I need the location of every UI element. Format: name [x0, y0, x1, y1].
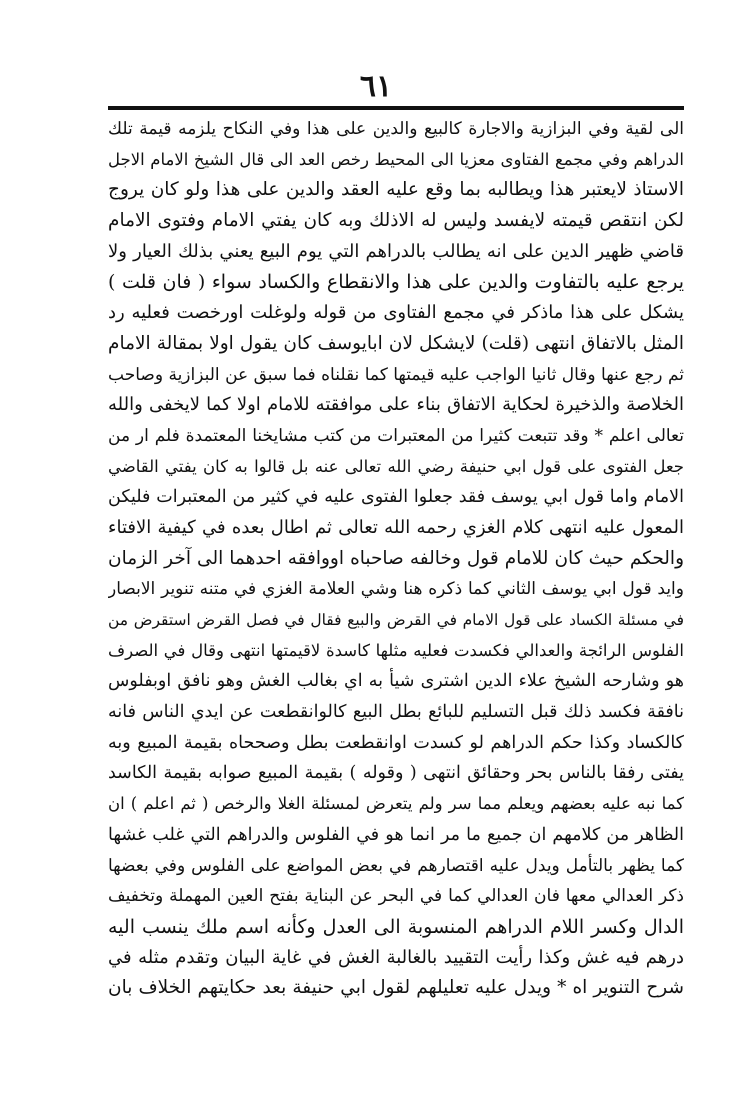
text-line-12: جعل الفتوى على قول ابي حنيفة رضي الله تعالى عنه بل قالوا به كان يفتي القاضي [108, 456, 684, 476]
text-line-28: درهم فيه غش وكذا رأيت التقييد بالغالبة الغش في غاية البيان وتقدم مثله في [108, 946, 684, 968]
text-line-24: الظاهر من كلامهم ان جميع ما مر انما هو في الفلوس والدراهم التي غلب غشها [108, 824, 684, 845]
text-line-18: الفلوس الرائجة والعدالي فكسدت فعليه مثلها كاسدة لاقيمتها انتهى وقال في الصرف [108, 640, 684, 660]
text-line-20: نافقة فكسد ذلك قبل التسليم للبائع بطل البيع كالوانقطعت عن ايدي الناس فانه [108, 702, 684, 723]
text-line-13: الامام واما قول ابي يوسف فقد جعلوا الفتوى عليه في كثير من المعتبرات فليكن [108, 487, 684, 508]
header-rule [108, 106, 684, 110]
text-line-5: قاضي ظهير الدين على انه يطالب بالدراهم التي يوم البيع يعني بذلك العيار ولا [108, 240, 684, 262]
text-line-10: الخلاصة والذخيرة لحكاية الاتفاق بناء على موافقته للامام اولا كما لايخفى والله [108, 394, 684, 416]
text-line-8: المثل بالاتفاق انتهى (قلت) لايشكل لان ابايوسف كان يقول اولا بمقالة الامام [108, 332, 684, 354]
text-line-3: الاستاذ لايعتبر هذا ويطالبه بما وقع عليه العقد والدين على هذا ولو كان يروج [108, 179, 684, 201]
text-line-19: هو وشارحه الشيخ علاء الدين اشترى شيأ به اي بغالب الغش وهو نافق اوبفلوس [108, 671, 684, 692]
text-line-15: والحكم حيث كان للامام قول وخالفه صاحباه اووافقه احدهما الى آخر الزمان [108, 547, 684, 569]
text-line-14: المعول عليه انتهى كلام الغزي رحمه الله تعالى ثم اطال بعده في كيفية الافتاء [108, 516, 684, 538]
text-line-2: الدراهم وفي مجمع الفتاوى معزيا الى المحيط رخص العد الى قال الشيخ الامام الاجل [108, 149, 684, 169]
text-line-29: شرح التنوير اه * ويدل عليه تعليلهم لقول ابي حنيفة بعد حكايتهم الخلاف بان [108, 977, 684, 999]
text-line-7: يشكل على هذا ماذكر في مجمع الفتاوى من قوله ولوغلت اورخصت فعليه رد [108, 302, 684, 324]
text-line-22: يفتى رفقا بالناس بحر وحقائق انتهى ( وقوله ) بقيمة المبيع صوابه بقيمة الكاسد [108, 763, 684, 784]
text-line-17: في مسئلة الكساد على قول الامام في القرض والبيع فقال في فصل القرض استقرض من [108, 611, 684, 629]
text-line-9: ثم رجع عنها وقال ثانيا الواجب عليه قيمتها كما نقلناه فما سبق عن البزازية وصاحب [108, 364, 684, 385]
text-line-27: الدال وكسر اللام الدراهم المنسوبة الى العدل وكأنه اسم ملك ينسب اليه [108, 915, 684, 938]
text-line-26: ذكر العدالي معها فان العدالي كما في البحر عن البناية بفتح العين المهملة وتخفيف [108, 886, 684, 907]
text-line-16: وايد قول ابي يوسف الثاني كما ذكره هنا وشي العلامة الغزي في متنه تنوير الابصار [108, 579, 684, 600]
text-line-21: كالكساد وكذا حكم الدراهم لو كسدت اوانقطعت بطل وصححاه بقيمة المبيع وبه [108, 732, 684, 753]
text-line-6: يرجع عليه بالتفاوت والدين على هذا والانقطاع والكساد سواء ( فان قلت ) [108, 271, 684, 294]
text-line-11: تعالى اعلم * وقد تتبعت كثيرا من المعتبرات من كتب مشايخنا المعتمدة فلم ار من [108, 425, 684, 446]
text-line-25: كما يظهر بالتأمل ويدل عليه اقتصارهم في بعض المواضع على الفلوس وفي بعضها [108, 855, 684, 876]
body-text [108, 114, 684, 1004]
page-number: ٦١ [359, 69, 393, 104]
text-line-4: لكن انتقص قيمته لايفسد وليس له الاذلك وبه كان يفتي الامام وفتوى الامام [108, 210, 684, 232]
text-line-1: الى لقية وفي البزازية والاجارة كالبيع والدين على هذا وفي النكاح يلزمه قيمة تلك [108, 119, 684, 139]
text-line-23: كما نبه عليه بعضهم ويعلم مما سر ولم يتعرض لمسئلة الغلا والرخص ( ثم اعلم ) ان [108, 794, 684, 814]
